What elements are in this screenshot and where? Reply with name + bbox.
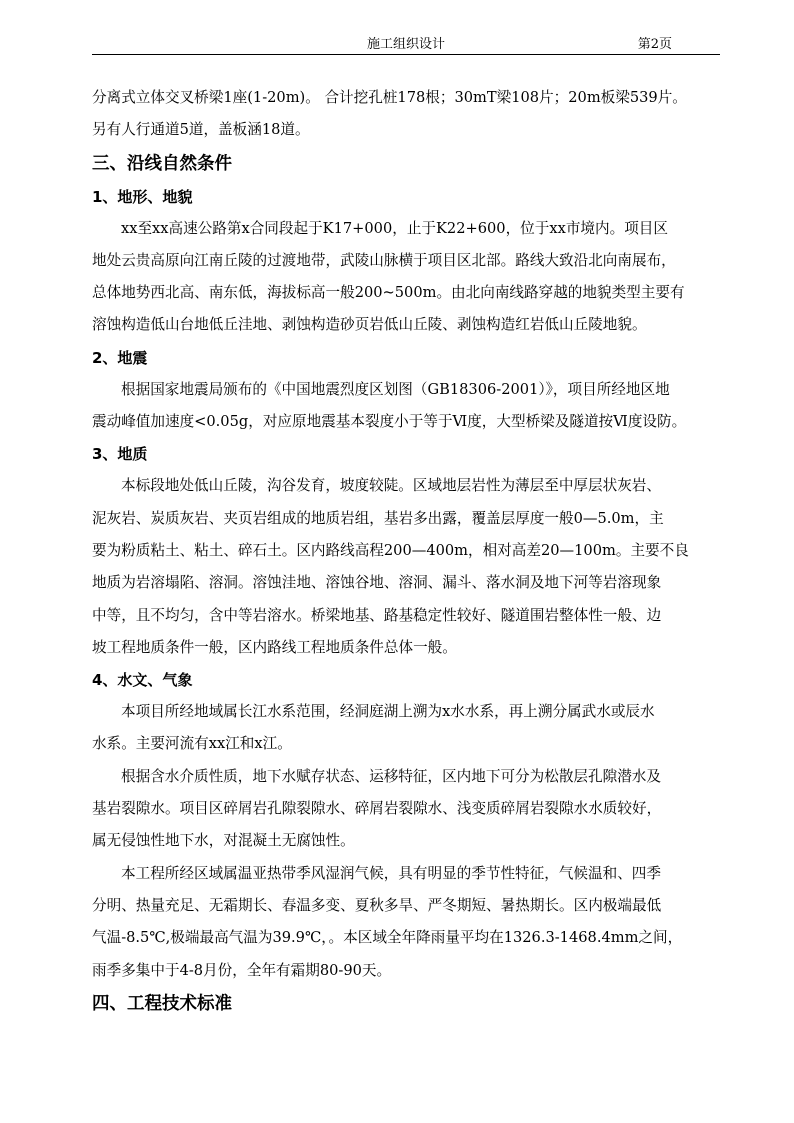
subsection-heading: 3、地质 bbox=[92, 445, 148, 464]
paragraph-line: 溶蚀构造低山台地低丘洼地、剥蚀构造砂页岩低山丘陵、剥蚀构造红岩低山丘陵地貌。 bbox=[92, 316, 647, 334]
paragraph-line: 根据国家地震局颁布的《中国地震烈度区划图（GB18306-2001）》，项目所经地区地 bbox=[121, 380, 670, 398]
paragraph-line: 中等，且不均匀，含中等岩溶水。桥梁地基、路基稳定性较好、隧道围岩整体性一般、边 bbox=[92, 606, 662, 624]
paragraph-line: 本标段地处低山丘陵，沟谷发育，坡度较陡。区域地层岩性为薄层至中厚层状灰岩、 bbox=[121, 477, 661, 495]
section-heading: 三、沿线自然条件 bbox=[92, 153, 232, 174]
paragraph-line: 分明、热量充足、无霜期长、春温多变、夏秋多旱、严冬期短、暑热期长。区内极端最低 bbox=[92, 896, 662, 914]
paragraph-line: 本项目所经地域属长江水系范围，经洞庭湖上溯为x水水系，再上溯分属武水或辰水 bbox=[121, 703, 655, 721]
header-title: 施工组织设计 bbox=[367, 37, 446, 52]
subsection-heading: 4、水文、气象 bbox=[92, 671, 193, 690]
paragraph-line: 根据含水介质性质，地下水赋存状态、运移特征，区内地下可分为松散层孔隙潜水及 bbox=[121, 767, 661, 785]
paragraph-line: 要为粉质粘土、粘土、碎石土。区内路线高程200—400m，相对高差20—100m。主要不良 bbox=[92, 541, 689, 559]
paragraph-line: 水系。主要河流有xx江和x江。 bbox=[92, 735, 292, 753]
paragraph-line: 震动峰值加速度<0.05g，对应原地震基本裂度小于等于Ⅵ度，大型桥梁及隧道按Ⅵ度设防。 bbox=[92, 413, 687, 431]
paragraph-line: 基岩裂隙水。项目区碎屑岩孔隙裂隙水、碎屑岩裂隙水、浅变质碎屑岩裂隙水水质较好， bbox=[92, 800, 662, 818]
header-page-number: 第2页 bbox=[637, 37, 672, 52]
paragraph-line: 总体地势西北高、南东低，海拔标高一般200~500m。由北向南线路穿越的地貌类型主要有 bbox=[92, 284, 685, 302]
paragraph-line: 雨季多集中于4-8月份，全年有霜期80-90天。 bbox=[92, 961, 392, 979]
intro-line: 分离式立体交叉桥梁1座(1-20m)。 合计挖孔桩178根；30mT梁108片；20m板梁539片。 bbox=[92, 89, 687, 106]
paragraph-line: xx至xx高速公路第x合同段起于K17+000，止于K22+600，位于xx市境内。项目区 bbox=[121, 219, 668, 237]
subsection-heading: 1、地形、地貌 bbox=[92, 187, 193, 206]
intro-line: 另有人行通道5道，盖板涵18道。 bbox=[92, 121, 310, 139]
paragraph-line: 泥灰岩、炭质灰岩、夹页岩组成的地质岩组，基岩多出露，覆盖层厚度一般0—5.0m，主 bbox=[92, 509, 664, 527]
paragraph-line: 地质为岩溶塌陷、溶洞。溶蚀洼地、溶蚀谷地、溶洞、漏斗、落水洞及地下河等岩溶现象 bbox=[92, 574, 662, 592]
section-heading: 四、工程技术标准 bbox=[92, 993, 232, 1014]
paragraph-line: 坡工程地质条件一般，区内路线工程地质条件总体一般。 bbox=[92, 638, 457, 656]
page-header bbox=[92, 37, 720, 55]
paragraph-line: 本工程所经区域属温亚热带季风湿润气候，具有明显的季节性特征，气候温和、四季 bbox=[121, 864, 661, 882]
paragraph-line: 地处云贵高原向江南丘陵的过渡地带，武陵山脉横于项目区北部。路线大致沿北向南展布， bbox=[92, 251, 676, 269]
subsection-heading: 2、地震 bbox=[92, 348, 148, 367]
document-body bbox=[92, 82, 724, 1021]
paragraph-line: 气温-8.5℃,极端最高气温为39.9℃，。本区域全年降雨量平均在1326.3-1468.4mm之间， bbox=[92, 929, 683, 947]
paragraph-line: 属无侵蚀性地下水，对混凝土无腐蚀性。 bbox=[92, 832, 355, 850]
